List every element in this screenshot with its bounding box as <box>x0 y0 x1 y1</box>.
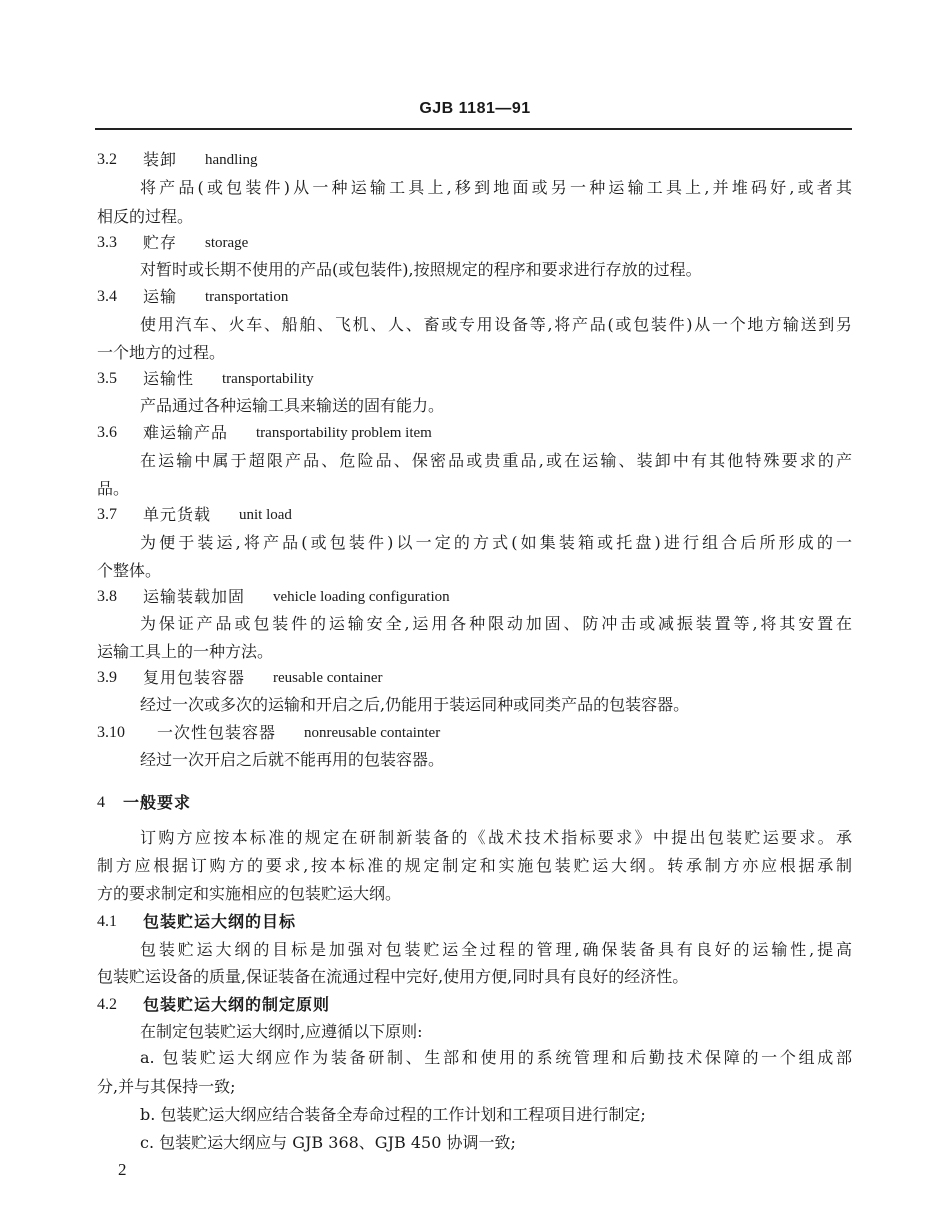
section-term-english: transportability <box>222 371 314 387</box>
section-number: 4.2 <box>97 996 117 1013</box>
paragraph-line: 订购方应按本标准的规定在研制新装备的《战术技术指标要求》中提出包装贮运要求。承 <box>140 828 852 847</box>
section-title: 运输性 <box>143 369 195 388</box>
paragraph-line: 分,并与其保持一致; <box>97 1077 236 1096</box>
paragraph-line: c. 包装贮运大纲应与 GJB 368、GJB 450 协调一致; <box>140 1133 516 1152</box>
section-title: 运输 <box>143 287 178 306</box>
paragraph-line: 产品通过各种运输工具来输送的固有能力。 <box>140 396 445 415</box>
section-title: 包装贮运大纲的制定原则 <box>143 995 331 1014</box>
paragraph-line: a. 包装贮运大纲应作为装备研制、生部和使用的系统管理和后勤技术保障的一个组成部 <box>140 1048 852 1067</box>
header-rule <box>95 128 852 130</box>
section-number: 4 <box>97 794 105 811</box>
paragraph-line: 包装贮运设备的质量,保证装备在流通过程中完好,使用方便,同时具有良好的经济性。 <box>97 967 689 986</box>
section-term-english: storage <box>205 235 249 251</box>
section-title: 包装贮运大纲的目标 <box>143 912 297 931</box>
paragraph-line: 为保证产品或包装件的运输安全,运用各种限动加固、防冲击或减振装置等,将其安置在 <box>140 614 852 633</box>
paragraph-line: 为便于装运,将产品(或包装件)以一定的方式(如集装箱或托盘)进行组合后所形成的一 <box>140 533 852 552</box>
paragraph-line: 包装贮运大纲的目标是加强对包装贮运全过程的管理,确保装备具有良好的运输性,提高 <box>140 940 852 959</box>
section-heading <box>97 231 248 255</box>
section-heading <box>97 367 314 391</box>
section-title: 复用包装容器 <box>143 668 246 687</box>
section-title: 装卸 <box>143 150 178 169</box>
section-number: 3.4 <box>97 288 117 305</box>
section-title: 一般要求 <box>123 793 192 812</box>
section-heading <box>97 148 258 172</box>
paragraph-line: 运输工具上的一种方法。 <box>97 642 274 661</box>
section-number: 3.7 <box>97 506 117 523</box>
section-term-english: nonreusable containter <box>304 725 441 741</box>
section-number: 3.8 <box>97 588 117 605</box>
section-heading <box>97 910 324 934</box>
section-heading <box>97 721 440 745</box>
section-number: 3.6 <box>97 424 117 441</box>
paragraph-line: 在制定包装贮运大纲时,应遵循以下原则: <box>140 1022 423 1041</box>
section-title: 单元货载 <box>143 505 212 524</box>
paragraph-line: 制方应根据订购方的要求,按本标准的规定制定和实施包装贮运大纲。转承制方亦应根据承制 <box>97 856 852 875</box>
section-title: 一次性包装容器 <box>157 723 277 742</box>
paragraph-line: 经过一次开启之后就不能再用的包装容器。 <box>140 750 445 769</box>
paragraph-line: 对暂时或长期不使用的产品(或包装件),按照规定的程序和要求进行存放的过程。 <box>140 260 702 279</box>
section-number: 3.9 <box>97 669 117 686</box>
paragraph-line: 使用汽车、火车、船舶、飞机、人、畜或专用设备等,将产品(或包装件)从一个地方输送到另 <box>140 315 852 334</box>
document-header: GJB 1181—91 <box>419 100 531 117</box>
paragraph-line: 将产品(或包装件)从一种运输工具上,移到地面或另一种运输工具上,并堆码好,或者其 <box>140 178 852 197</box>
paragraph-line: 品。 <box>97 479 130 498</box>
paragraph-line: 方的要求制定和实施相应的包装贮运大纲。 <box>97 884 402 903</box>
section-title: 难运输产品 <box>143 423 229 442</box>
section-number: 3.5 <box>97 370 117 387</box>
paragraph-line: 经过一次或多次的运输和开启之后,仍能用于装运同种或同类产品的包装容器。 <box>140 695 690 714</box>
section-term-english: vehicle loading configuration <box>273 589 450 605</box>
paragraph-line: 一个地方的过程。 <box>97 343 226 362</box>
section-term-english: transportability problem item <box>256 425 432 441</box>
section-heading <box>97 421 432 445</box>
section-heading <box>97 993 358 1017</box>
paragraph-line: b. 包装贮运大纲应结合装备全寿命过程的工作计划和工程项目进行制定; <box>140 1105 646 1124</box>
section-title: 贮存 <box>143 233 178 252</box>
paragraph-line: 个整体。 <box>97 561 162 580</box>
section-heading <box>97 791 219 815</box>
section-term-english: transportation <box>205 289 289 305</box>
section-heading <box>97 503 292 527</box>
section-heading <box>97 666 383 690</box>
section-number: 3.10 <box>97 724 125 741</box>
section-heading <box>97 285 288 309</box>
paragraph-line: 相反的过程。 <box>97 207 194 226</box>
section-term-english: unit load <box>239 507 292 523</box>
section-number: 3.3 <box>97 234 117 251</box>
section-term-english: reusable container <box>273 670 383 686</box>
section-term-english: handling <box>205 152 258 168</box>
section-title: 运输装载加固 <box>143 587 246 606</box>
paragraph-line: 在运输中属于超限产品、危险品、保密品或贵重品,或在运输、装卸中有其他特殊要求的产 <box>140 451 852 470</box>
section-number: 4.1 <box>97 913 117 930</box>
section-number: 3.2 <box>97 151 117 168</box>
section-heading <box>97 585 450 609</box>
page-number: 2 <box>118 1160 127 1179</box>
